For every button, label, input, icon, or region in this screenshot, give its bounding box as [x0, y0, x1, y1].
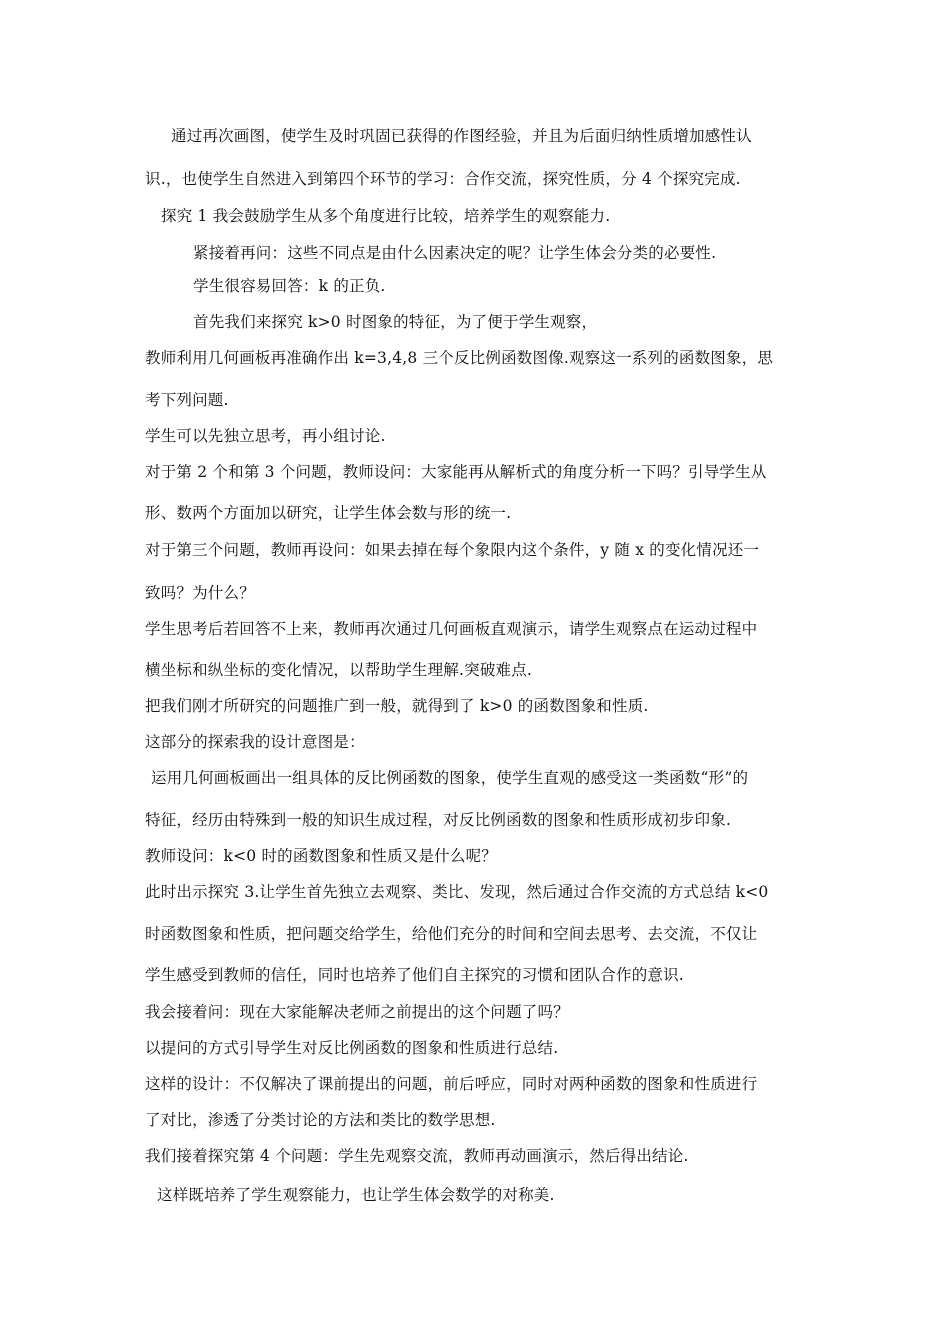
paragraph-line: 横坐标和纵坐标的变化情况，以帮助学生理解.突破难点.: [145, 661, 533, 679]
paragraph-line: 对于第 2 个和第 3 个问题，教师设问：大家能再从解析式的角度分析一下吗？引导学生从: [145, 463, 767, 481]
paragraph-line: 紧接着再问：这些不同点是由什么因素决定的呢？让学生体会分类的必要性.: [193, 244, 717, 262]
paragraph-line: 这样的设计：不仅解决了课前提出的问题，前后呼应，同时对两种函数的图象和性质进行: [145, 1075, 758, 1093]
paragraph-line: 考下列问题.: [145, 391, 229, 409]
paragraph-line: 识.，也使学生自然进入到第四个环节的学习：合作交流，探究性质，分 4 个探究完成.: [145, 170, 741, 188]
paragraph-line: 此时出示探究 3.让学生首先独立去观察、类比、发现，然后通过合作交流的方式总结 k<0: [145, 883, 769, 901]
paragraph-line: 形、数两个方面加以研究，让学生体会数与形的统一.: [145, 504, 512, 522]
paragraph-line: 运用几何画板画出一组具体的反比例函数的图象，使学生直观的感受这一类函数“形”的: [151, 769, 749, 787]
paragraph-line: 我会接着问：现在大家能解决老师之前提出的这个问题了吗？: [145, 1003, 569, 1021]
paragraph-line: 学生很容易回答：k 的正负.: [193, 277, 386, 295]
paragraph-line: 对于第三个问题，教师再设问：如果去掉在每个象限内这个条件，y 随 x 的变化情况还一: [145, 541, 760, 559]
paragraph-line: 首先我们来探究 k>0 时图象的特征，为了便于学生观察，: [193, 313, 598, 331]
paragraph-line: 致吗？为什么？: [145, 584, 255, 602]
paragraph-line: 教师利用几何画板再准确作出 k=3,4,8 三个反比例函数图像.观察这一系列的函数图象，思: [145, 349, 774, 367]
paragraph-line: 教师设问：k<0 时的函数图象和性质又是什么呢？: [145, 847, 497, 865]
paragraph-line: 通过再次画图，使学生及时巩固已获得的作图经验，并且为后面归纳性质增加感性认: [171, 127, 752, 145]
paragraph-line: 学生可以先独立思考，再小组讨论.: [145, 427, 386, 445]
paragraph-line: 时函数图象和性质，把问题交给学生，给他们充分的时间和空间去思考、去交流，不仅让: [145, 925, 758, 943]
paragraph-line: 我们接着探究第 4 个问题：学生先观察交流，教师再动画演示，然后得出结论.: [145, 1147, 689, 1165]
paragraph-line: 学生感受到教师的信任，同时也培养了他们自主探究的习惯和团队合作的意识.: [145, 966, 684, 984]
paragraph-line: 以提问的方式引导学生对反比例函数的图象和性质进行总结.: [145, 1039, 559, 1057]
paragraph-line: 这部分的探索我的设计意图是：: [145, 733, 365, 751]
paragraph-line: 学生思考后若回答不上来，教师再次通过几何画板直观演示，请学生观察点在运动过程中: [145, 620, 758, 638]
paragraph-line: 了对比，渗透了分类讨论的方法和类比的数学思想.: [145, 1111, 496, 1129]
paragraph-line: 这样既培养了学生观察能力，也让学生体会数学的对称美.: [157, 1186, 555, 1204]
paragraph-line: 把我们刚才所研究的问题推广到一般，就得到了 k>0 的函数图象和性质.: [145, 697, 649, 715]
paragraph-line: 探究 1 我会鼓励学生从多个角度进行比较，培养学生的观察能力.: [161, 207, 611, 225]
paragraph-line: 特征，经历由特殊到一般的知识生成过程，对反比例函数的图象和性质形成初步印象.: [145, 811, 732, 829]
